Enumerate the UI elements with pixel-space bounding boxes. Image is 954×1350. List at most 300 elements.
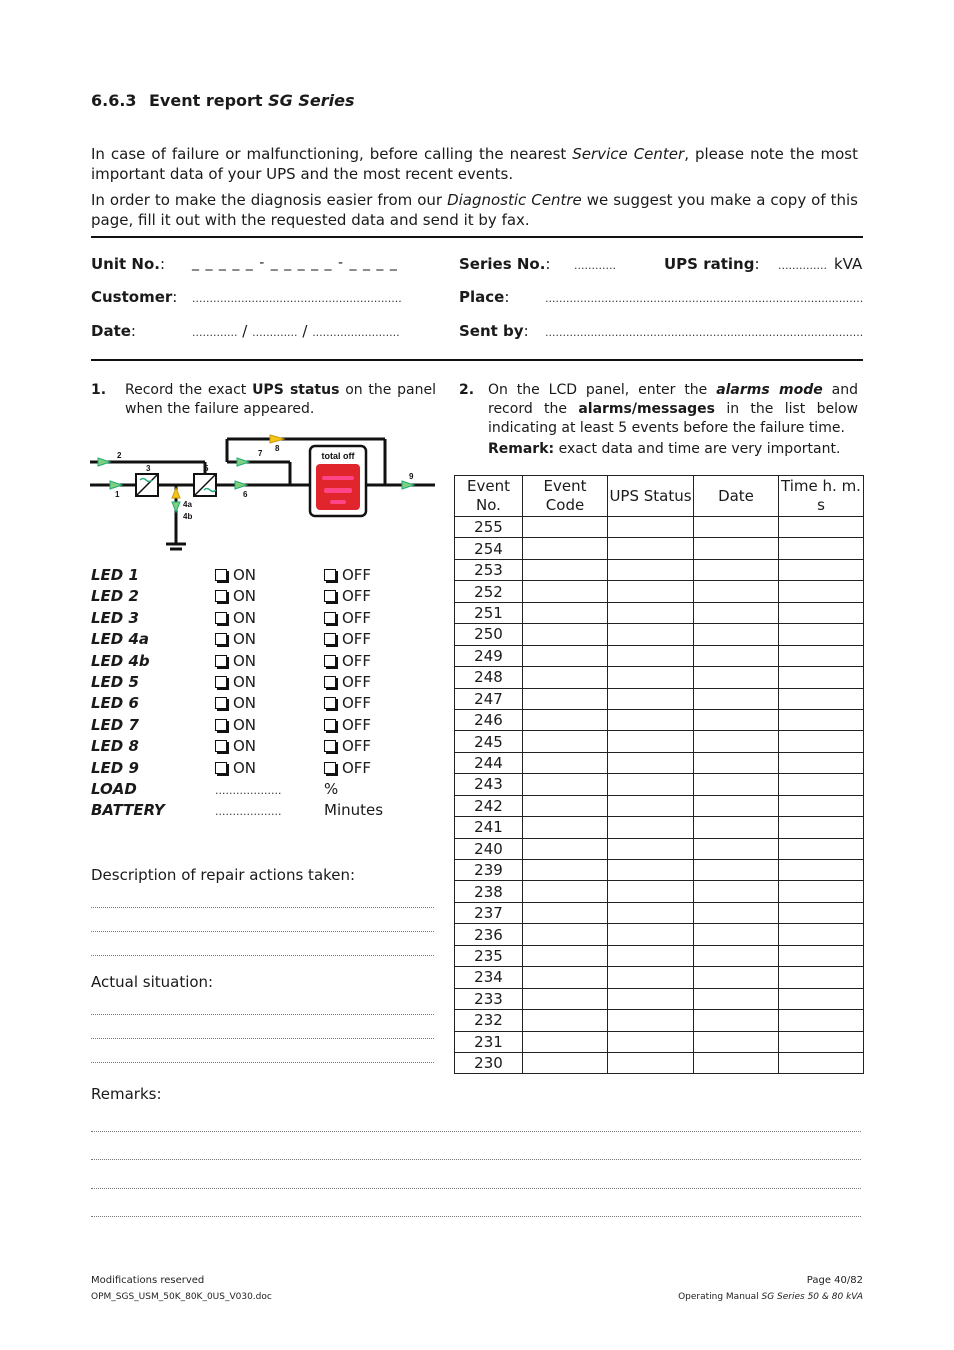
remarks-line[interactable] — [91, 1159, 861, 1160]
event-entry-cell[interactable] — [608, 1010, 694, 1031]
event-entry-cell[interactable] — [523, 1052, 608, 1073]
event-number-cell: 255 — [455, 517, 523, 538]
event-entry-cell[interactable] — [694, 860, 779, 881]
event-entry-cell[interactable] — [608, 838, 694, 859]
checkbox-icon — [324, 697, 336, 709]
checkbox-icon — [215, 590, 227, 602]
battery-field[interactable]: ................... — [215, 805, 282, 818]
event-entry-cell[interactable] — [608, 817, 694, 838]
event-number-cell: 244 — [455, 752, 523, 773]
event-entry-cell[interactable] — [523, 645, 608, 666]
customer-label: Customer: — [91, 288, 178, 306]
event-entry-cell[interactable] — [523, 988, 608, 1009]
checkbox-label: ON — [233, 673, 257, 691]
checkbox-label: ON — [233, 566, 257, 584]
led-name: LED 6 — [91, 694, 139, 713]
event-entry-cell[interactable] — [694, 1031, 779, 1052]
table-row — [455, 795, 864, 816]
rectifier-icon — [136, 474, 158, 496]
event-number-cell: 243 — [455, 774, 523, 795]
date-year-blank: ......................... — [312, 326, 400, 339]
event-entry-cell[interactable] — [608, 559, 694, 580]
customer-field[interactable]: ............................................................ — [192, 292, 402, 305]
form-bottom-rule — [91, 359, 863, 361]
diagram-label-8: 9 — [409, 472, 414, 481]
led-off-checkbox[interactable] — [324, 587, 371, 605]
event-entry-cell[interactable] — [523, 838, 608, 859]
checkbox-icon — [215, 633, 227, 645]
table-row — [455, 559, 864, 580]
led-off-checkbox[interactable] — [324, 759, 371, 777]
event-entry-cell[interactable] — [779, 709, 864, 730]
event-number-cell: 242 — [455, 795, 523, 816]
header-time: Time h. m. s — [779, 476, 864, 517]
diagram-label-4b: 4b — [183, 512, 193, 521]
table-row — [455, 538, 864, 559]
table-row — [455, 517, 864, 538]
event-entry-cell[interactable] — [608, 688, 694, 709]
checkbox-icon — [215, 740, 227, 752]
event-number-cell: 241 — [455, 817, 523, 838]
event-entry-cell[interactable] — [694, 881, 779, 902]
repair-line[interactable] — [91, 931, 434, 932]
led-name: LED 4b — [91, 651, 150, 670]
total-off-label: total off — [321, 451, 355, 461]
table-row — [455, 624, 864, 645]
event-number-cell: 235 — [455, 945, 523, 966]
load-field[interactable]: ................... — [215, 784, 282, 797]
form-top-rule — [91, 236, 863, 238]
event-entry-cell[interactable] — [779, 667, 864, 688]
event-entry-cell[interactable] — [779, 602, 864, 623]
event-entry-cell[interactable] — [523, 709, 608, 730]
intro-text: , please note the most important data of your UPS and the most recent events. — [91, 145, 858, 183]
event-entry-cell[interactable] — [523, 795, 608, 816]
event-entry-cell[interactable] — [694, 838, 779, 859]
section-title-italic: SG Series — [268, 91, 355, 110]
checkbox-icon — [324, 740, 336, 752]
event-entry-cell[interactable] — [694, 817, 779, 838]
checkbox-icon — [324, 612, 336, 624]
checkbox-icon — [324, 762, 336, 774]
table-row — [455, 881, 864, 902]
led-name: LED 8 — [91, 737, 139, 756]
event-entry-cell[interactable] — [523, 602, 608, 623]
event-entry-cell[interactable] — [779, 581, 864, 602]
event-entry-cell[interactable] — [694, 645, 779, 666]
battery-unit: Minutes — [324, 801, 384, 819]
event-entry-cell[interactable] — [779, 1031, 864, 1052]
event-entry-cell[interactable] — [523, 774, 608, 795]
event-entry-cell[interactable] — [523, 624, 608, 645]
event-number-cell: 232 — [455, 1010, 523, 1031]
event-entry-cell[interactable] — [694, 559, 779, 580]
event-entry-cell[interactable] — [779, 817, 864, 838]
event-entry-cell[interactable] — [779, 688, 864, 709]
led-on-checkbox[interactable] — [215, 673, 256, 691]
event-entry-cell[interactable] — [694, 1052, 779, 1073]
led-on-checkbox[interactable] — [215, 587, 256, 605]
checkbox-label: OFF — [342, 715, 372, 734]
date-month-blank: ............. — [252, 326, 298, 339]
event-number-cell: 239 — [455, 860, 523, 881]
checkbox-label: OFF — [342, 587, 372, 606]
table-row — [455, 1052, 864, 1073]
place-field[interactable]: ........................................................................................... — [545, 292, 864, 305]
event-entry-cell[interactable] — [608, 1052, 694, 1073]
table-row — [455, 709, 864, 730]
led-name: LED 5 — [91, 673, 139, 691]
checkbox-icon — [215, 676, 227, 688]
led-on-checkbox[interactable] — [215, 630, 256, 648]
checkbox-icon — [324, 569, 336, 581]
table-row — [455, 988, 864, 1009]
led-off-checkbox[interactable] — [324, 630, 371, 648]
event-entry-cell[interactable] — [608, 860, 694, 881]
checkbox-icon — [324, 676, 336, 688]
intro-text-italic: Service Center — [572, 145, 685, 163]
actual-line[interactable] — [91, 1062, 434, 1063]
diagram-label-1: 1 — [115, 490, 120, 499]
load-unit: % — [324, 780, 339, 798]
intro-text: In order to make the diagnosis easier from our — [91, 191, 448, 209]
led-on-checkbox[interactable] — [215, 652, 256, 670]
event-entry-cell[interactable] — [608, 902, 694, 923]
checkbox-label: OFF — [342, 694, 372, 713]
led-on-checkbox[interactable] — [215, 716, 256, 734]
event-number-cell: 254 — [455, 538, 523, 559]
remarks-label: Remarks: — [91, 1085, 162, 1103]
event-number-cell: 251 — [455, 602, 523, 623]
event-entry-cell[interactable] — [608, 881, 694, 902]
led-2-icon — [98, 458, 110, 466]
table-row — [455, 688, 864, 709]
diagram-label-3: 3 — [146, 464, 151, 473]
led-on-checkbox[interactable] — [215, 609, 256, 627]
event-entry-cell[interactable] — [608, 581, 694, 602]
event-entry-cell[interactable] — [694, 988, 779, 1009]
event-number-cell: 247 — [455, 688, 523, 709]
remarks-line[interactable] — [91, 1131, 861, 1132]
date-separator: / — [302, 322, 308, 340]
event-entry-cell[interactable] — [694, 709, 779, 730]
event-number-cell: 245 — [455, 731, 523, 752]
led-name: LED 3 — [91, 608, 139, 627]
checkbox-label: ON — [233, 737, 257, 756]
table-row — [455, 838, 864, 859]
intro-paragraph-2 — [91, 190, 858, 230]
event-entry-cell[interactable] — [779, 902, 864, 923]
event-entry-cell[interactable] — [694, 967, 779, 988]
event-entry-cell[interactable] — [608, 731, 694, 752]
event-number-cell: 240 — [455, 838, 523, 859]
event-entry-cell[interactable] — [779, 1052, 864, 1073]
step-1-number: 1. — [91, 382, 107, 398]
event-entry-cell[interactable] — [779, 645, 864, 666]
led-off-checkbox[interactable] — [324, 737, 371, 755]
diagram-label-4a: 4a — [183, 500, 192, 509]
intro-text-italic: Diagnostic Centre — [447, 191, 582, 209]
diagram-label-2: 2 — [117, 451, 122, 460]
led-off-checkbox[interactable] — [324, 716, 371, 734]
header-event-no: Event No. — [455, 476, 523, 517]
event-entry-cell[interactable] — [694, 1010, 779, 1031]
event-number-cell: 231 — [455, 1031, 523, 1052]
repair-line[interactable] — [91, 955, 434, 956]
event-entry-cell[interactable] — [779, 860, 864, 881]
event-number-cell: 246 — [455, 709, 523, 730]
event-table — [454, 475, 864, 1074]
event-number-cell: 248 — [455, 667, 523, 688]
table-row — [455, 731, 864, 752]
battery-label: BATTERY — [91, 801, 165, 819]
checkbox-icon — [215, 697, 227, 709]
event-entry-cell[interactable] — [779, 967, 864, 988]
checkbox-icon — [324, 590, 336, 602]
step-2-number: 2. — [459, 382, 475, 398]
event-entry-cell[interactable] — [779, 881, 864, 902]
event-entry-cell[interactable] — [523, 667, 608, 688]
checkbox-icon — [215, 719, 227, 731]
event-entry-cell[interactable] — [779, 752, 864, 773]
event-number-cell: 252 — [455, 581, 523, 602]
event-entry-cell[interactable] — [523, 945, 608, 966]
event-entry-cell[interactable] — [523, 817, 608, 838]
event-entry-cell[interactable] — [523, 860, 608, 881]
unit-no-field[interactable]: _ _ _ _ _ - _ _ _ _ _ - _ _ _ _ — [192, 255, 398, 271]
event-entry-cell[interactable] — [523, 517, 608, 538]
led-4b-icon — [172, 502, 180, 512]
event-entry-cell[interactable] — [779, 838, 864, 859]
series-no-label: Series No.: — [459, 255, 551, 273]
led-off-checkbox[interactable] — [324, 566, 371, 584]
led-off-checkbox[interactable] — [324, 652, 371, 670]
intro-paragraph-1 — [91, 144, 858, 184]
event-entry-cell[interactable] — [694, 581, 779, 602]
event-number-cell: 233 — [455, 988, 523, 1009]
led-name: LED 9 — [91, 758, 139, 777]
checkbox-label: OFF — [342, 630, 372, 649]
footer-manual-title: Operating Manual SG Series 50 & 80 kVA — [678, 1292, 863, 1302]
event-entry-cell[interactable] — [779, 1010, 864, 1031]
checkbox-icon — [324, 655, 336, 667]
event-entry-cell[interactable] — [523, 688, 608, 709]
footer-filename: OPM_SGS_USM_50K_80K_0US_V030.doc — [91, 1292, 272, 1302]
checkbox-label: ON — [233, 758, 257, 777]
actual-line[interactable] — [91, 1014, 434, 1015]
remarks-line[interactable] — [91, 1216, 861, 1217]
step-2-text: On the LCD panel, enter the alarms mode and record the alarms/messages in the list below indicating at least 5 events before the failure time. — [488, 382, 858, 436]
event-entry-cell[interactable] — [523, 902, 608, 923]
table-row — [455, 645, 864, 666]
table-row — [455, 924, 864, 945]
led-on-checkbox[interactable] — [215, 737, 256, 755]
event-entry-cell[interactable] — [608, 988, 694, 1009]
led-on-checkbox[interactable] — [215, 694, 256, 712]
checkbox-label: OFF — [342, 758, 372, 777]
event-entry-cell[interactable] — [779, 731, 864, 752]
ups-rating-label: UPS rating: — [664, 255, 760, 273]
table-row — [455, 902, 864, 923]
event-entry-cell[interactable] — [608, 602, 694, 623]
event-entry-cell[interactable] — [779, 517, 864, 538]
step-1-text: Record the exact UPS status on the panel when the failure appeared. — [125, 382, 436, 417]
led-off-checkbox[interactable] — [324, 673, 371, 691]
event-entry-cell[interactable] — [608, 967, 694, 988]
led-1-icon — [110, 481, 122, 489]
event-entry-cell[interactable] — [694, 774, 779, 795]
series-no-field[interactable]: ............ — [574, 259, 616, 272]
event-entry-cell[interactable] — [523, 967, 608, 988]
event-number-cell: 236 — [455, 924, 523, 945]
led-on-checkbox[interactable] — [215, 759, 256, 777]
date-separator: / — [242, 322, 248, 340]
event-entry-cell[interactable] — [694, 688, 779, 709]
date-field[interactable] — [192, 322, 400, 340]
table-row — [455, 967, 864, 988]
event-entry-cell[interactable] — [608, 538, 694, 559]
event-entry-cell[interactable] — [608, 795, 694, 816]
led-6-icon — [235, 481, 247, 489]
ups-rating-field[interactable]: .............. — [778, 259, 827, 272]
event-entry-cell[interactable] — [523, 1010, 608, 1031]
event-entry-cell[interactable] — [523, 559, 608, 580]
table-row — [455, 774, 864, 795]
table-row — [455, 752, 864, 773]
table-row — [455, 581, 864, 602]
sent-by-field[interactable]: ........................................................................................... — [545, 326, 864, 339]
event-entry-cell[interactable] — [694, 517, 779, 538]
checkbox-icon — [324, 633, 336, 645]
event-number-cell: 238 — [455, 881, 523, 902]
table-row — [455, 945, 864, 966]
event-entry-cell[interactable] — [694, 902, 779, 923]
sent-by-label: Sent by: — [459, 322, 529, 340]
event-table-header — [455, 476, 864, 517]
event-entry-cell[interactable] — [694, 795, 779, 816]
event-entry-cell[interactable] — [608, 752, 694, 773]
event-entry-cell[interactable] — [694, 945, 779, 966]
event-entry-cell[interactable] — [694, 538, 779, 559]
checkbox-label: OFF — [342, 673, 372, 691]
checkbox-label: ON — [233, 715, 257, 734]
repair-line[interactable] — [91, 907, 434, 908]
date-day-blank: ............. — [192, 326, 238, 339]
checkbox-label: OFF — [342, 566, 372, 584]
checkbox-icon — [215, 569, 227, 581]
led-on-checkbox[interactable] — [215, 566, 256, 584]
repair-actions-label: Description of repair actions taken: — [91, 866, 356, 884]
checkbox-label: OFF — [342, 651, 372, 670]
remarks-line[interactable] — [91, 1188, 861, 1189]
led-name: LED 2 — [91, 587, 139, 606]
table-row — [455, 602, 864, 623]
section-heading — [91, 91, 354, 110]
ups-panel-diagram — [90, 432, 438, 556]
event-entry-cell[interactable] — [779, 624, 864, 645]
actual-line[interactable] — [91, 1038, 434, 1039]
header-event-code: Event Code — [523, 476, 608, 517]
checkbox-icon — [215, 762, 227, 774]
event-entry-cell[interactable] — [523, 538, 608, 559]
step-2-remark: Remark: exact data and time are very important. — [488, 441, 841, 457]
event-entry-cell[interactable] — [523, 924, 608, 945]
intro-text: we suggest you make a copy of this page, fill it out with the requested data and send it by fax. — [91, 191, 858, 229]
checkbox-icon — [324, 719, 336, 731]
event-number-cell: 237 — [455, 902, 523, 923]
place-label: Place: — [459, 288, 510, 306]
event-entry-cell[interactable] — [523, 752, 608, 773]
checkbox-label: ON — [233, 651, 257, 670]
event-entry-cell[interactable] — [608, 924, 694, 945]
ups-rating-unit: kVA — [834, 255, 863, 273]
event-entry-cell[interactable] — [608, 645, 694, 666]
event-entry-cell[interactable] — [608, 1031, 694, 1052]
event-entry-cell[interactable] — [523, 881, 608, 902]
event-entry-cell[interactable] — [523, 1031, 608, 1052]
event-entry-cell[interactable] — [779, 774, 864, 795]
event-number-cell: 249 — [455, 645, 523, 666]
table-row — [455, 1010, 864, 1031]
led-name: LED 1 — [91, 566, 139, 584]
footer-modifications: Modifications reserved — [91, 1275, 205, 1286]
event-entry-cell[interactable] — [694, 624, 779, 645]
checkbox-label: ON — [233, 608, 257, 627]
led-name: LED 4a — [91, 630, 150, 649]
checkbox-label: ON — [233, 694, 257, 713]
led-9-icon — [270, 435, 284, 443]
event-number-cell: 234 — [455, 967, 523, 988]
checkbox-icon — [215, 655, 227, 667]
diagram-label-9: 8 — [275, 444, 280, 453]
footer-page-number: Page 40/82 — [806, 1275, 863, 1286]
table-row — [455, 817, 864, 838]
checkbox-label: OFF — [342, 608, 372, 627]
date-label: Date: — [91, 322, 136, 340]
header-ups-status: UPS Status — [608, 476, 694, 517]
event-entry-cell[interactable] — [779, 924, 864, 945]
event-entry-cell[interactable] — [694, 667, 779, 688]
event-entry-cell[interactable] — [523, 581, 608, 602]
led-off-checkbox[interactable] — [324, 609, 371, 627]
event-entry-cell[interactable] — [694, 924, 779, 945]
led-name: LED 7 — [91, 715, 139, 734]
event-entry-cell[interactable] — [694, 731, 779, 752]
event-entry-cell[interactable] — [779, 559, 864, 580]
event-number-cell: 250 — [455, 624, 523, 645]
led-off-checkbox[interactable] — [324, 694, 371, 712]
event-entry-cell[interactable] — [608, 517, 694, 538]
event-entry-cell[interactable] — [779, 795, 864, 816]
event-entry-cell[interactable] — [523, 731, 608, 752]
event-entry-cell[interactable] — [608, 667, 694, 688]
inverter-icon — [194, 474, 216, 496]
table-row — [455, 667, 864, 688]
event-entry-cell[interactable] — [608, 709, 694, 730]
event-entry-cell[interactable] — [779, 988, 864, 1009]
event-entry-cell[interactable] — [694, 752, 779, 773]
event-entry-cell[interactable] — [779, 538, 864, 559]
event-entry-cell[interactable] — [608, 945, 694, 966]
event-entry-cell[interactable] — [779, 945, 864, 966]
load-label: LOAD — [91, 780, 137, 798]
intro-text: In case of failure or malfunctioning, before calling the nearest — [91, 145, 573, 163]
unit-no-label: Unit No.: — [91, 255, 166, 273]
event-entry-cell[interactable] — [608, 624, 694, 645]
event-entry-cell[interactable] — [608, 774, 694, 795]
event-entry-cell[interactable] — [694, 602, 779, 623]
led-7-icon — [237, 458, 249, 466]
